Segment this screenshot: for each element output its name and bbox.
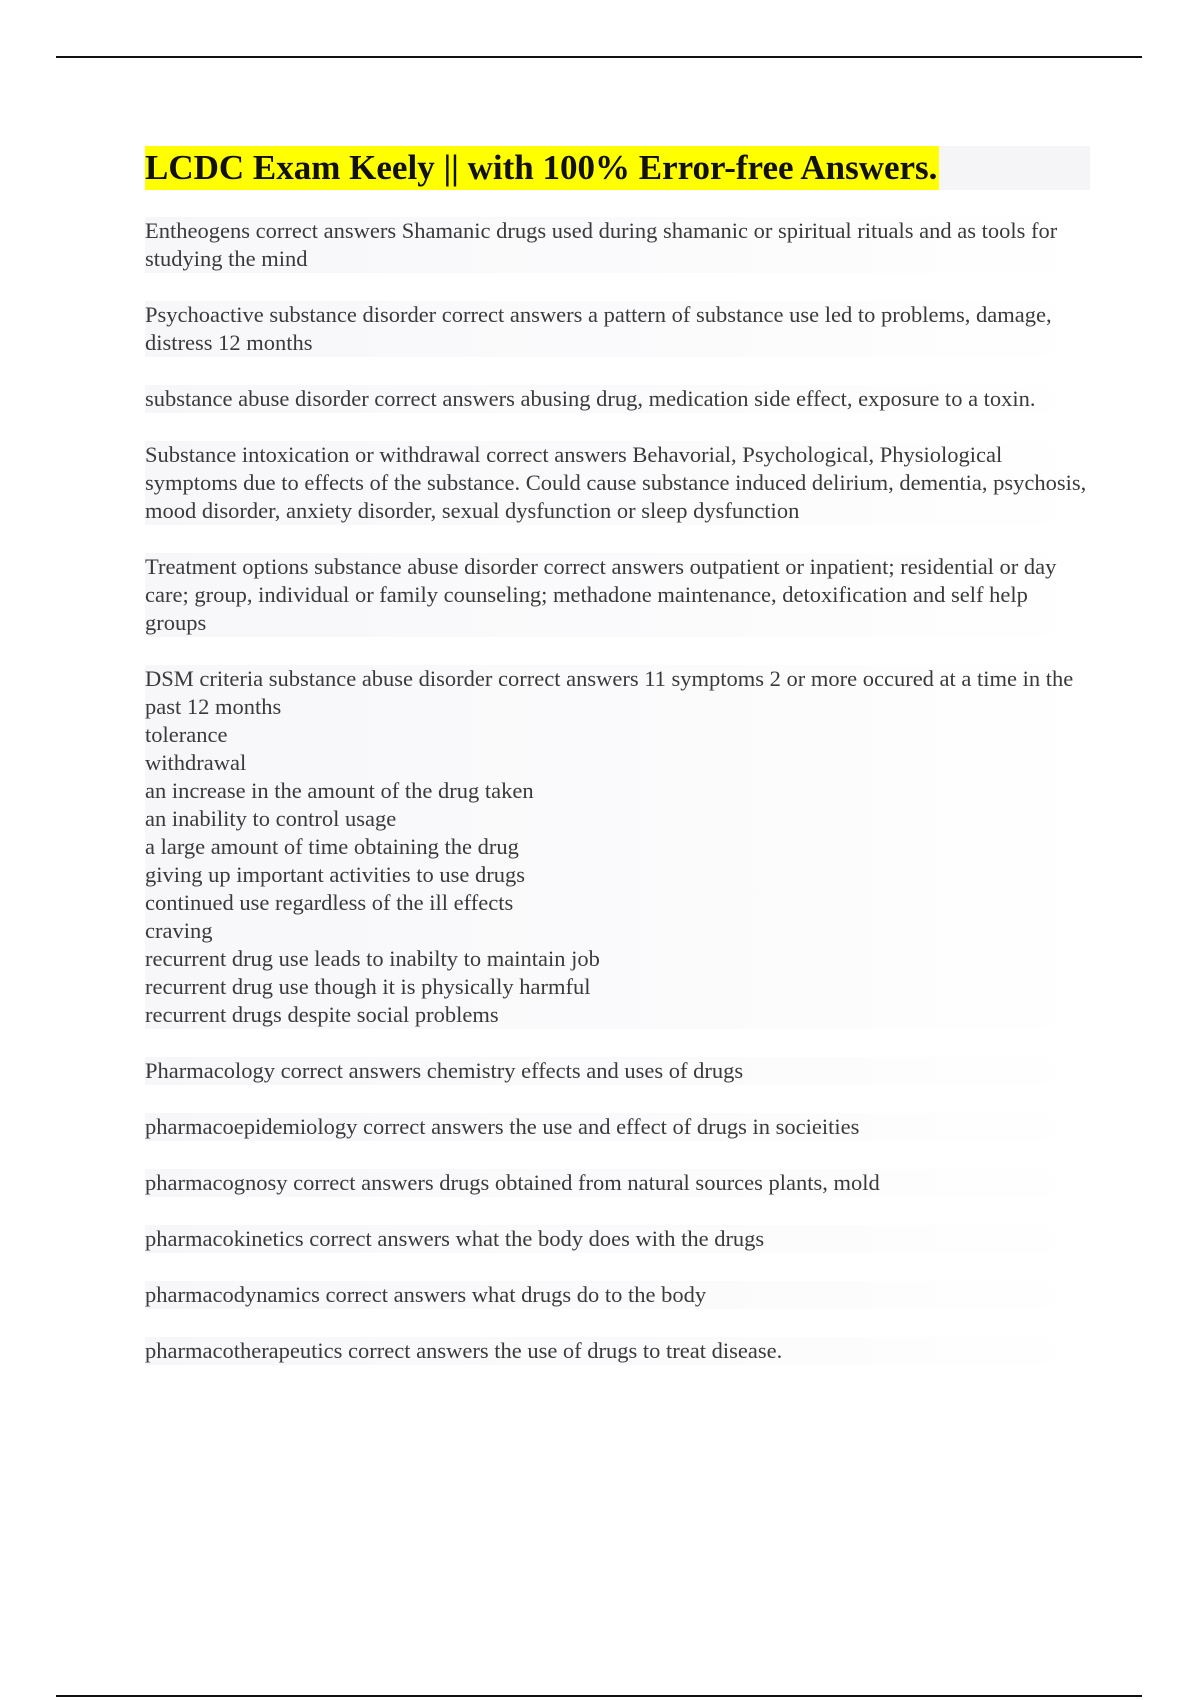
title-band <box>145 146 1090 190</box>
qa-entries <box>145 217 1090 1365</box>
qa-entry-pharmacotherapeutics <box>145 1337 1090 1365</box>
document-body <box>145 146 1090 1393</box>
entry-text: pharmacokinetics correct answers what the body does with the drugs <box>145 1226 765 1251</box>
qa-entry-psychoactive-substance-disorder <box>145 301 1090 357</box>
criteria-item: giving up important activities to use drugs <box>145 862 525 887</box>
qa-entry-dsm-criteria <box>145 665 1090 1029</box>
entry-text: Treatment options substance abuse disorder correct answers outpatient or inpatient; residential or day care; group, individual or family counseling; methadone maintenance, detoxification and self help groups <box>145 554 1057 635</box>
criteria-item: recurrent drug use leads to inabilty to maintain job <box>145 946 600 971</box>
entry-text: DSM criteria substance abuse disorder correct answers 11 symptoms 2 or more occured at a time in the past 12 months <box>145 666 1074 719</box>
criteria-item: a large amount of time obtaining the drug <box>145 834 519 859</box>
criteria-item: tolerance <box>145 722 228 747</box>
qa-entry-intoxication-withdrawal <box>145 441 1090 525</box>
entry-text: substance abuse disorder correct answers abusing drug, medication side effect, exposure to a toxin. <box>145 386 1036 411</box>
bottom-rule <box>56 1695 1142 1697</box>
qa-entry-treatment-options <box>145 553 1090 637</box>
criteria-item: recurrent drug use though it is physically harmful <box>145 974 591 999</box>
qa-entry-pharmacognosy <box>145 1169 1090 1197</box>
entry-text: pharmacoepidemiology correct answers the use and effect of drugs in socieities <box>145 1114 860 1139</box>
criteria-item: withdrawal <box>145 750 247 775</box>
criteria-item: recurrent drugs despite social problems <box>145 1002 499 1027</box>
qa-entry-pharmacodynamics <box>145 1281 1090 1309</box>
qa-entry-pharmacoepidemiology <box>145 1113 1090 1141</box>
qa-entry-entheogens <box>145 217 1090 273</box>
criteria-item: craving <box>145 918 213 943</box>
criteria-item: continued use regardless of the ill effects <box>145 890 514 915</box>
document-title: LCDC Exam Keely || with 100% Error-free Answers. <box>145 146 939 190</box>
entry-text: Pharmacology correct answers chemistry effects and uses of drugs <box>145 1058 744 1083</box>
entry-text: Entheogens correct answers Shamanic drugs used during shamanic or spiritual rituals and as tools for studying the mind <box>145 218 1058 271</box>
entry-text: pharmacodynamics correct answers what drugs do to the body <box>145 1282 707 1307</box>
qa-entry-substance-abuse-disorder <box>145 385 1090 413</box>
top-rule <box>56 56 1142 58</box>
qa-entry-pharmacology <box>145 1057 1090 1085</box>
criteria-item: an inability to control usage <box>145 806 397 831</box>
entry-text: Substance intoxication or withdrawal correct answers Behavorial, Psychological, Physiological symptoms due to effects of the substance. Could cause substance induced delirium, dementia, psychosis, mood disorder, anxiety disorder, sexual dysfunction or sleep dysfunction <box>145 442 1087 523</box>
criteria-item: an increase in the amount of the drug taken <box>145 778 534 803</box>
entry-text: pharmacotherapeutics correct answers the use of drugs to treat disease. <box>145 1338 783 1363</box>
entry-text: pharmacognosy correct answers drugs obtained from natural sources plants, mold <box>145 1170 880 1195</box>
entry-text: Psychoactive substance disorder correct answers a pattern of substance use led to problems, damage, distress 12 months <box>145 302 1052 355</box>
qa-entry-pharmacokinetics <box>145 1225 1090 1253</box>
